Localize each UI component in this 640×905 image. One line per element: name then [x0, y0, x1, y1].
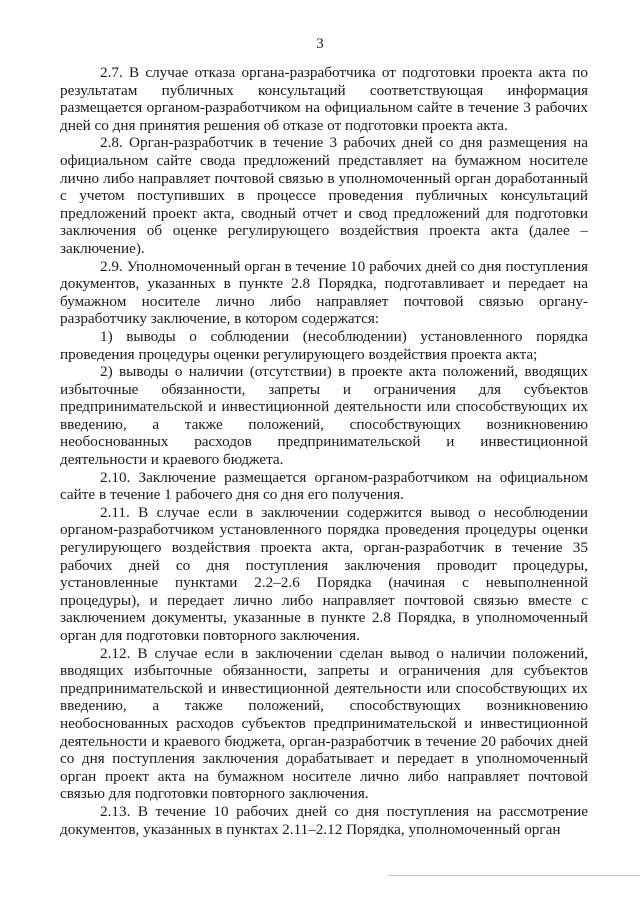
paragraph-2-9: 2.9. Уполномоченный орган в течение 10 рабочих дней со дня поступления документов, указанных в пункте 2.8 Порядка, подготавливает и передает на бумажном носителе лично либо направляет почтовой связью органу-разработчику заключение, в котором содержатся: — [60, 257, 588, 328]
paragraph-2-7: 2.7. В случае отказа органа-разработчика от подготовки проекта акта по результатам публичных консультаций соответствующая информация размещается органом-разработчиком на официальном сайте в течение 3 рабочих дней со дня принятия решения об отказе от подготовки проекта акта. — [60, 64, 588, 134]
paragraph-2-9-item-1: 1) выводы о соблюдении (несоблюдении) установленного порядка проведения процедуры оценки регулирующего воздействия проекта акта; — [60, 327, 588, 363]
paragraph-2-10: 2.10. Заключение размещается органом-разработчиком на официальном сайте в течение 1 рабочего дня со дня его получения. — [60, 468, 588, 504]
paragraph-2-11: 2.11. В случае если в заключении содержится вывод о несоблюдении органом-разработчиком установленного порядка проведения процедуры оценки регулирующего воздействия проекта акта, орган-разработчик в течение 35 рабочих дней со дня поступления заключения проводит процедуры, установленные пунктами 2.2–2.6 Порядка (начиная с невыполненной процедуры), и передает лично либо направляет почтовой связью вместе с заключением документы, указанные в пункте 2.8 Порядка, в уполномоченный орган для подготовки повторного заключения. — [60, 503, 588, 644]
page-number: 3 — [316, 36, 324, 52]
paragraph-2-13: 2.13. В течение 10 рабочих дней со дня поступления на рассмотрение документов, указанных в пунктах 2.11–2.12 Порядка, уполномоченный орган — [60, 802, 588, 838]
paragraph-2-9-item-2: 2) выводы о наличии (отсутствии) в проекте акта положений, вводящих избыточные обязанности, запреты и ограничения для субъектов предпринимательской и инвестиционной деятельности или способствующих их введению, а также положений, способствующих возникновению необоснованных расходов предпринимательской и инвестиционной деятельности и краевого бюджета. — [60, 363, 588, 469]
document-body — [60, 64, 588, 838]
bottom-rule — [388, 875, 640, 876]
paragraph-2-12: 2.12. В случае если в заключении сделан вывод о наличии положений, вводящих избыточные обязанности, запреты и ограничения для субъектов предпринимательской и инвестиционной деятельности или способствующих их введению, а также положений, способствующих возникновению необоснованных расходов субъектов предпринимательской и инвестиционной деятельности и краевого бюджета, орган-разработчик в течение 20 рабочих дней со дня поступления заключения дорабатывает и передает в уполномоченный орган проект акта на бумажном носителе лично либо направляет почтовой связью для подготовки повторного заключения. — [60, 644, 588, 803]
paragraph-2-8: 2.8. Орган-разработчик в течение 3 рабочих дней со дня размещения на официальном сайте свода предложений представляет на бумажном носителе лично либо направляет почтовой связью в уполномоченный орган доработанный с учетом поступивших в процессе проведения публичных консультаций предложений проект акта, сводный отчет и свод предложений для подготовки заключения об оценке регулирующего воздействия проекта акта (далее – заключение). — [60, 134, 588, 257]
